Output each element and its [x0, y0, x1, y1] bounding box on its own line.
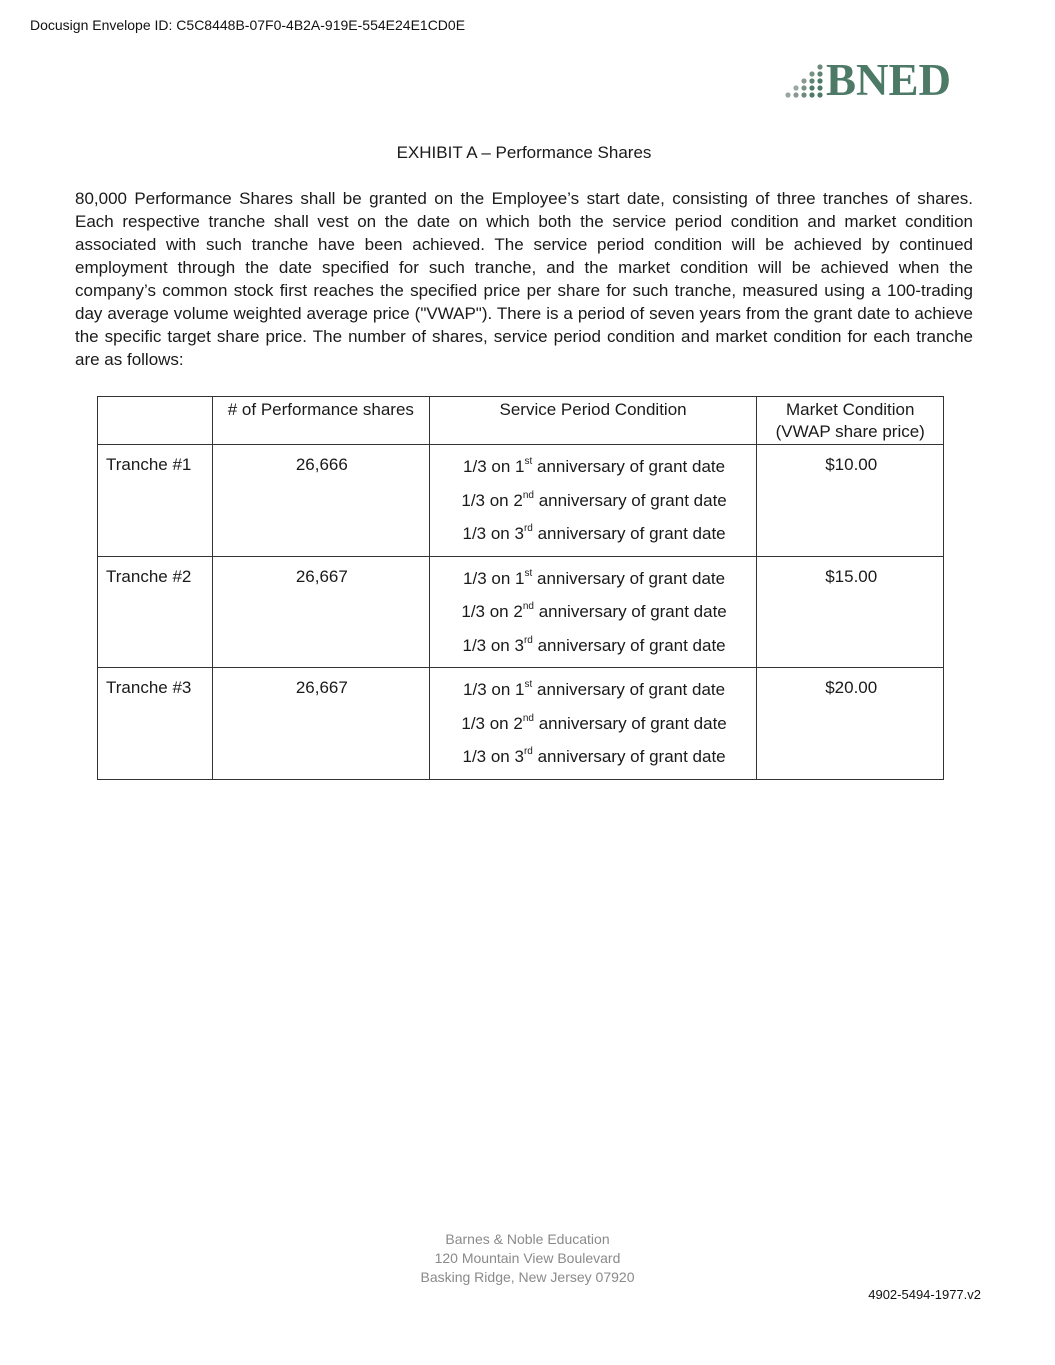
tranche-name: Tranche #3 — [98, 668, 213, 780]
docusign-envelope-id: Docusign Envelope ID: C5C8448B-07F0-4B2A-919E-554E24E1CD0E — [30, 17, 466, 33]
tranche-name: Tranche #2 — [98, 556, 213, 668]
table-body — [98, 445, 944, 780]
tranche-shares: 26,667 — [212, 556, 429, 668]
service-prefix: 1/3 on — [461, 490, 514, 510]
header-shares: # of Performance shares — [212, 397, 429, 445]
header-market-line2: (VWAP share price) — [775, 422, 925, 441]
intro-paragraph: 80,000 Performance Shares shall be granted on the Employee’s start date, consisting of three tranches of shares. Each respective tranche shall vest on the date on which both the service period condition and market condition associated with such tranche have been achieved. The service period condition will be achieved by continued employment through the date specified for such tranche, and the market condition will be achieved when the company’s common stock first reaches the specified price per share for such tranche, measured using a 100-trading day average volume weighted average price ("VWAP"). There is a period of seven years from the grant date to achieve the specific target share price. The number of shares, service period condition and market condition for each tranche are as follows: — [75, 189, 973, 369]
table-row — [98, 668, 944, 780]
ordinal-suffix: st — [524, 567, 533, 579]
service-suffix: anniversary of grant date — [532, 747, 726, 766]
service-period-line — [438, 712, 751, 746]
header-market-line1: Market Condition — [785, 400, 915, 419]
exhibit-title: EXHIBIT A – Performance Shares — [396, 143, 652, 162]
service-period-line — [438, 745, 751, 779]
tranche-market-condition: $15.00 — [757, 556, 944, 668]
ordinal-number: 1 — [515, 568, 525, 588]
logo-dots-icon — [784, 60, 824, 100]
bned-logo — [784, 55, 974, 105]
service-suffix: anniversary of grant date — [532, 524, 726, 543]
tranche-shares: 26,667 — [212, 668, 429, 780]
footer-company: Barnes & Noble Education — [445, 1231, 610, 1247]
service-prefix: 1/3 on — [462, 635, 515, 655]
ordinal-number: 2 — [513, 490, 523, 510]
service-suffix: anniversary of grant date — [533, 602, 727, 621]
footer-address — [0, 1230, 1055, 1287]
ordinal-number: 2 — [513, 713, 523, 733]
service-prefix: 1/3 on — [462, 747, 515, 766]
logo-wordmark: BNED — [826, 55, 952, 105]
table-header-row — [98, 397, 944, 445]
service-suffix: anniversary of grant date — [532, 635, 726, 655]
header-service-period: Service Period Condition — [429, 397, 757, 445]
service-suffix: anniversary of grant date — [532, 680, 726, 699]
tranche-service-period — [429, 556, 757, 668]
service-suffix: anniversary of grant date — [532, 457, 726, 476]
ordinal-number: 3 — [514, 524, 524, 543]
service-suffix: anniversary of grant date — [533, 713, 727, 733]
document-number: 4902-5494-1977.v2 — [868, 1287, 981, 1302]
tranche-shares: 26,666 — [212, 445, 429, 557]
service-prefix: 1/3 on — [463, 680, 516, 699]
ordinal-number: 3 — [514, 635, 524, 655]
table-row — [98, 445, 944, 557]
service-prefix: 1/3 on — [461, 713, 514, 733]
tranche-service-period — [429, 445, 757, 557]
footer-street: 120 Mountain View Boulevard — [434, 1250, 621, 1266]
service-period-line — [438, 489, 751, 523]
service-period-line — [438, 567, 751, 601]
service-period-line — [438, 522, 751, 556]
ordinal-suffix: st — [524, 456, 533, 468]
service-prefix: 1/3 on — [463, 568, 516, 588]
tranche-name: Tranche #1 — [98, 445, 213, 557]
ordinal-suffix: rd — [523, 523, 533, 535]
ordinal-suffix: nd — [522, 712, 534, 724]
ordinal-suffix: rd — [523, 634, 533, 646]
service-period-line — [438, 634, 751, 668]
service-period-line — [438, 600, 751, 634]
ordinal-suffix: nd — [522, 601, 534, 613]
table-row — [98, 556, 944, 668]
ordinal-suffix: nd — [522, 489, 534, 501]
service-prefix: 1/3 on — [462, 524, 515, 543]
ordinal-number: 3 — [514, 747, 524, 766]
ordinal-number: 2 — [513, 602, 523, 621]
service-suffix: anniversary of grant date — [533, 490, 727, 510]
service-suffix: anniversary of grant date — [532, 568, 726, 588]
tranche-service-period — [429, 668, 757, 780]
footer-city: Basking Ridge, New Jersey 07920 — [420, 1269, 635, 1285]
service-prefix: 1/3 on — [461, 602, 514, 621]
ordinal-number: 1 — [515, 457, 525, 476]
ordinal-suffix: st — [524, 679, 533, 691]
service-period-line — [438, 678, 751, 712]
tranche-table — [97, 396, 944, 780]
header-tranche — [98, 397, 213, 445]
tranche-market-condition: $10.00 — [757, 445, 944, 557]
ordinal-number: 1 — [515, 680, 525, 699]
header-market-condition — [757, 397, 944, 445]
service-period-line — [438, 455, 751, 489]
service-prefix: 1/3 on — [463, 457, 516, 476]
ordinal-suffix: rd — [523, 746, 533, 758]
tranche-market-condition: $20.00 — [757, 668, 944, 780]
